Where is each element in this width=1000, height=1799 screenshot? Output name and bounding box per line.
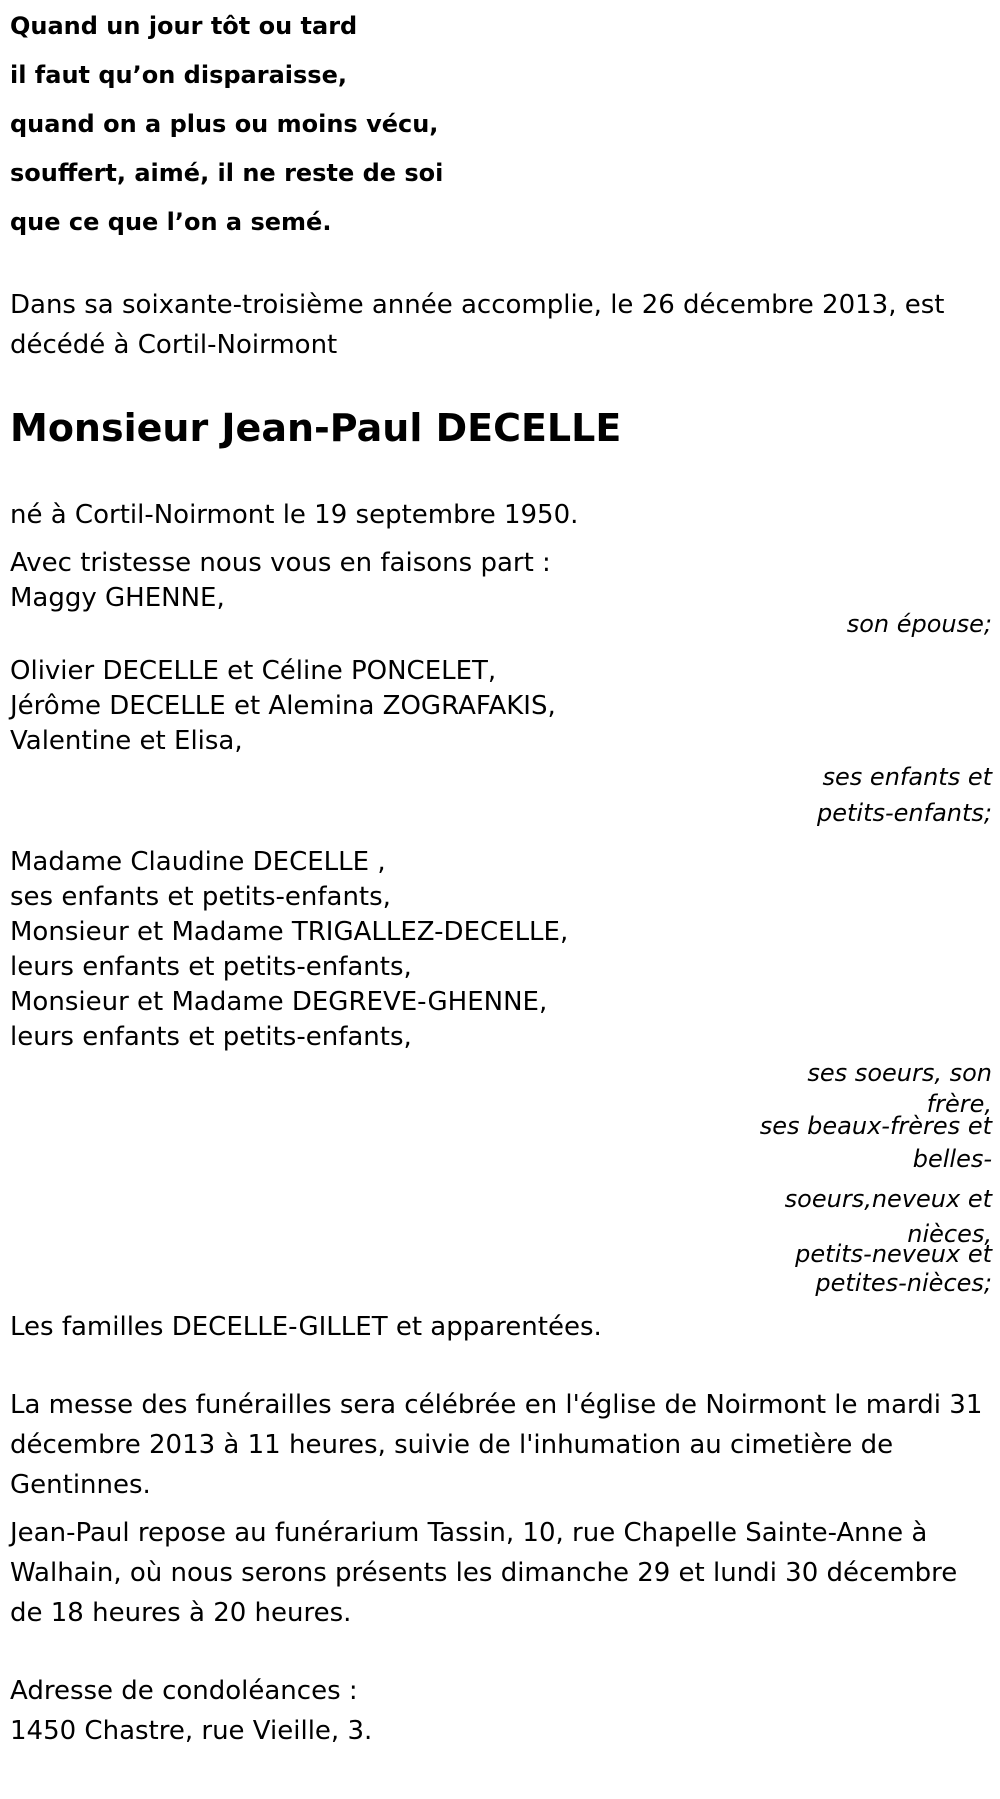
sibling-line: Monsieur et Madame DEGREVE-GHENNE, [10, 987, 548, 1017]
families: Les familles DECELLE-GILLET et apparentées. [10, 1312, 602, 1342]
poem [10, 2, 990, 247]
poem-line: quand on a plus ou moins vécu, [10, 110, 439, 138]
spouse-relation [10, 609, 992, 639]
sibling-line: leurs enfants et petits-enfants, [10, 1022, 412, 1052]
funeral-info: La messe des funérailles sera célébrée en l'église de Noirmont le mardi 31 décembre 2013 à 11 heures, suivie de l'inhumation au cimetière de Gentinnes. [10, 1390, 983, 1500]
relation-line: ses enfants et [822, 763, 992, 791]
sibling-line: Madame Claudine DECELLE , [10, 847, 386, 877]
child-name: Valentine et Elisa, [10, 726, 243, 756]
intro-text: Dans sa soixante-troisième année accomplie, le 26 décembre 2013, est décédé à Cortil-Noirmont [10, 290, 945, 360]
relation-line: petits-neveux et [795, 1240, 992, 1268]
relation-line: ses beaux-frères et [759, 1112, 992, 1140]
relation-line: petites-nièces; [815, 1269, 992, 1297]
poem-line: Quand un jour tôt ou tard [10, 12, 358, 40]
spouse-name: Maggy GHENNE, [10, 583, 225, 613]
birth-info: né à Cortil-Noirmont le 19 septembre 1950. [10, 500, 579, 530]
announcement-text: Avec tristesse nous vous en faisons part : [10, 548, 551, 578]
poem-line: souffert, aimé, il ne reste de soi [10, 159, 444, 187]
child-name: Olivier DECELLE et Céline PONCELET, [10, 656, 497, 686]
relation-line: frère, [926, 1090, 992, 1118]
deceased-name: Monsieur Jean-Paul DECELLE [10, 406, 622, 450]
relation-line: nièces, [907, 1220, 992, 1248]
siblings-relation [10, 1053, 992, 1309]
relation-line: son épouse; [846, 610, 992, 638]
announcement [10, 543, 990, 613]
children-list [10, 651, 990, 761]
children-relation [10, 759, 992, 831]
condolences-label: Adresse de condoléances : [10, 1676, 358, 1706]
relation-line: belles- [912, 1145, 992, 1173]
sibling-line: leurs enfants et petits-enfants, [10, 952, 412, 982]
poem-line: que ce que l’on a semé. [10, 208, 332, 236]
condolences-address: 1450 Chastre, rue Vieille, 3. [10, 1716, 373, 1746]
relation-line: soeurs,neveux et [784, 1185, 992, 1213]
siblings-list [10, 845, 990, 1055]
child-name: Jérôme DECELLE et Alemina ZOGRAFAKIS, [10, 691, 556, 721]
poem-line: il faut qu’on disparaisse, [10, 61, 347, 89]
obituary-document [10, 0, 990, 1751]
relation-line: ses soeurs, son [807, 1059, 992, 1087]
funerarium-info: Jean-Paul repose au funérarium Tassin, 10, rue Chapelle Sainte-Anne à Walhain, où nous serons présents les dimanche 29 et lundi 30 décembre de 18 heures à 20 heures. [10, 1518, 958, 1628]
condolences [10, 1671, 990, 1751]
relation-line: petits-enfants; [817, 799, 992, 827]
sibling-line: Monsieur et Madame TRIGALLEZ-DECELLE, [10, 917, 569, 947]
sibling-line: ses enfants et petits-enfants, [10, 882, 391, 912]
